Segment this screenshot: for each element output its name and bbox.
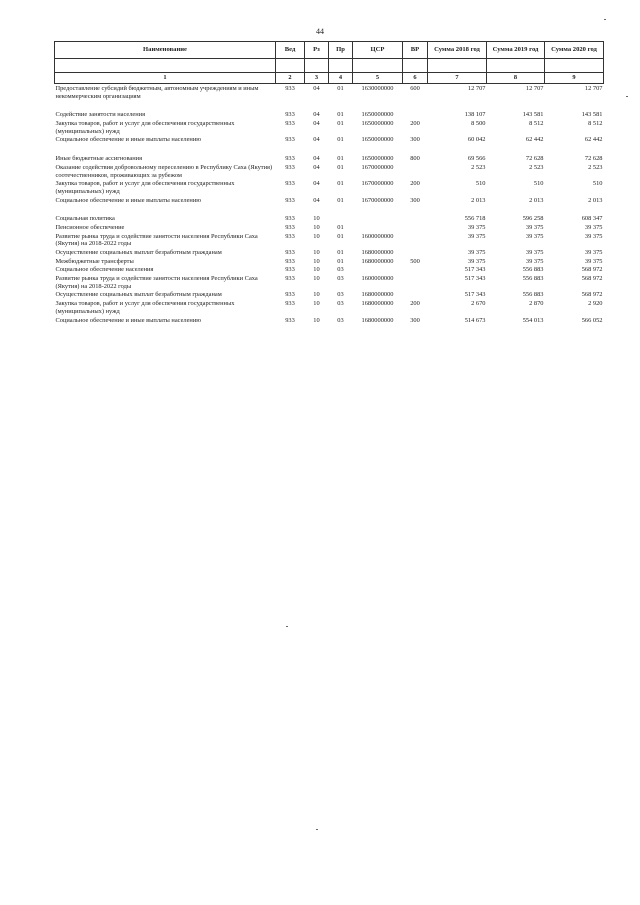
cell-sum-2018: 39 375 [467,249,486,256]
cell-name: Социальное обеспечение и иные выплаты населению [55,316,202,324]
cell-ved: 933 [285,120,295,128]
table-row [55,257,604,266]
column-number: 7 [428,73,487,84]
cell-name: Пенсионное обеспечение [55,223,125,231]
header-csr: ЦСР [353,42,403,59]
cell-name: Закупка товаров, работ и услуг для обеспечения государственных (муниципальных) нужд [55,300,235,315]
cell-sum-2018: 510 [475,180,486,188]
cell-name: Межбюджетные трансферты [55,257,134,265]
cell-csr: 1600000000 [361,275,394,283]
table-row [55,196,604,205]
cell-name: Осуществление социальных выплат безработным гражданам [55,249,222,256]
cell-rz: 10 [313,291,320,299]
cell-csr: 1670000000 [361,180,394,188]
cell-rz: 10 [313,232,320,240]
scan-speck [286,626,288,627]
cell-sum-2020: 2 013 [588,196,603,204]
column-number-row [55,73,604,84]
cell-sum-2020: 62 442 [584,136,603,144]
cell-vr [403,163,428,179]
cell-sum-2020: 510 [592,180,603,188]
cell-csr: 1680000000 [361,291,394,299]
cell-vr [403,214,428,223]
cell-pr: 01 [337,223,344,231]
cell-pr: 03 [337,266,344,274]
cell-pr: 01 [337,136,344,144]
table-row [55,265,604,274]
header-vr: ВР [403,42,428,59]
cell-sum-2018: 8 500 [471,120,486,128]
cell-name: Закупка товаров, работ и услуг для обеспечения государственных (муниципальных) нужд [55,180,235,195]
cell-vr [403,248,428,257]
cell-sum-2019: 72 628 [525,155,544,163]
table-row [55,290,604,299]
cell-sum-2019: 8 512 [529,120,544,128]
cell-sum-2020: 566 052 [581,316,603,324]
table-body [55,84,604,325]
cell-pr [329,214,353,223]
cell-pr: 01 [337,196,344,204]
header-rz: Рз [305,42,329,59]
cell-sum-2020: 568 972 [581,266,603,274]
cell-rz: 04 [313,196,320,204]
cell-rz: 04 [313,163,320,171]
cell-name: Социальное обеспечение и иные выплаты населению [55,196,202,204]
cell-pr: 01 [337,111,344,119]
column-number: 3 [305,73,329,84]
cell-sum-2020: 12 707 [584,85,603,92]
table-row [55,223,604,232]
cell-sum-2020: 39 375 [584,232,603,240]
cell-vr: 300 [410,316,420,324]
cell-rz: 10 [313,249,320,256]
cell-csr: 1670000000 [361,196,394,204]
cell-csr: 1650000000 [361,111,394,119]
header-sum-2018: Сумма 2018 год [428,42,487,59]
cell-sum-2020: 39 375 [584,249,603,256]
cell-vr: 500 [410,257,420,265]
cell-ved: 933 [285,232,295,240]
cell-csr: 1680000000 [361,300,394,308]
cell-name: Развитие рынка труда и содействие занятости населения Республики Саха (Якутия) на 2018-2022 годы [55,232,258,248]
page-number: 44 [316,27,324,36]
cell-ved: 933 [285,111,295,119]
table-row [55,214,604,223]
cell-ved: 933 [285,163,295,171]
cell-csr: 1650000000 [361,155,394,163]
cell-sum-2019: 556 883 [522,291,544,299]
cell-vr: 300 [410,196,420,204]
cell-pr: 01 [337,249,344,256]
cell-csr [353,214,403,223]
cell-ved: 933 [285,266,295,274]
cell-sum-2018: 138 107 [464,111,486,119]
table-row [55,274,604,290]
cell-csr [353,265,403,274]
cell-ved: 933 [285,180,295,188]
column-number: 6 [403,73,428,84]
header-ved: Вед [276,42,305,59]
table-row [55,232,604,248]
cell-sum-2019: 39 375 [525,257,544,265]
cell-ved: 933 [285,257,295,265]
column-number: 2 [276,73,305,84]
cell-pr: 01 [337,180,344,188]
cell-sum-2019: 39 375 [525,232,544,240]
budget-table [54,41,604,324]
cell-sum-2020: 8 512 [588,120,603,128]
cell-sum-2020: 39 375 [584,223,603,231]
cell-sum-2019: 2 013 [529,196,544,204]
cell-ved: 933 [285,249,295,256]
table-row [55,135,604,144]
cell-rz: 04 [313,136,320,144]
cell-pr: 03 [337,316,344,324]
cell-sum-2020: 39 375 [584,257,603,265]
cell-vr: 200 [410,120,420,128]
cell-name: Закупка товаров, работ и услуг для обеспечения государственных (муниципальных) нужд [55,120,235,135]
header-sum-2020: Сумма 2020 год [545,42,604,59]
cell-vr: 200 [410,300,420,308]
cell-vr [403,274,428,290]
column-number: 4 [329,73,353,84]
cell-sum-2018: 2 670 [471,300,486,308]
cell-ved: 933 [285,136,295,144]
cell-pr: 01 [337,163,344,171]
cell-sum-2020: 143 581 [581,111,603,119]
cell-vr [403,290,428,299]
cell-vr [403,110,428,119]
cell-sum-2018: 517 343 [464,275,486,283]
cell-pr: 01 [337,85,344,92]
table-row [55,119,604,135]
cell-ved: 933 [285,155,295,163]
header-row [55,42,604,59]
cell-pr: 03 [337,291,344,299]
cell-name: Содействие занятости населения [55,111,146,119]
table-row [55,110,604,119]
cell-rz: 10 [313,316,320,324]
cell-pr: 01 [337,232,344,240]
cell-sum-2018: 514 673 [464,316,486,324]
cell-rz: 10 [313,215,320,223]
table-row [55,316,604,325]
cell-sum-2019: 556 883 [522,266,544,274]
cell-rz: 10 [313,223,320,231]
cell-sum-2020: 2 920 [588,300,603,308]
header-name: Наименование [55,42,276,59]
row-gap [55,144,604,154]
cell-sum-2020: 72 628 [584,155,603,163]
cell-sum-2018: 12 707 [467,85,486,92]
cell-ved: 933 [285,316,295,324]
cell-vr: 600 [410,85,420,92]
cell-sum-2019: 554 013 [522,316,544,324]
cell-pr: 03 [337,275,344,283]
cell-csr: 1650000000 [361,120,394,128]
header-sum-2019: Сумма 2019 год [487,42,545,59]
cell-sum-2018: 39 375 [467,257,486,265]
cell-vr [403,232,428,248]
cell-sum-2020: 568 972 [581,291,603,299]
cell-ved: 933 [285,196,295,204]
cell-sum-2018: 517 343 [464,266,486,274]
cell-sum-2019: 2 870 [529,300,544,308]
cell-sum-2019: 62 442 [525,136,544,144]
cell-pr: 01 [337,257,344,265]
cell-sum-2018: 517 343 [464,291,486,299]
cell-name: Осуществление социальных выплат безработным гражданам [55,291,222,299]
cell-name: Оказание содействия добровольному переселению в Республику Саха (Якутия) соотечественников, проживающих за рубежом [55,163,273,179]
cell-csr: 1630000000 [361,85,394,92]
cell-csr: 1680000000 [361,316,394,324]
cell-rz: 10 [313,300,320,308]
scan-speck [604,19,606,20]
scan-speck [626,96,628,97]
cell-sum-2018: 39 375 [467,223,486,231]
cell-ved: 933 [285,291,295,299]
cell-vr [403,223,428,232]
cell-sum-2020: 2 523 [588,163,603,171]
cell-ved: 933 [285,85,295,92]
scan-speck [316,829,318,830]
cell-sum-2019: 596 258 [522,215,544,223]
cell-rz: 04 [313,155,320,163]
cell-pr: 03 [337,300,344,308]
cell-pr: 01 [337,120,344,128]
cell-pr: 01 [337,155,344,163]
column-number: 8 [487,73,545,84]
cell-sum-2018: 2 013 [471,196,486,204]
cell-sum-2019: 510 [533,180,544,188]
row-gap [55,204,604,214]
cell-name: Предоставление субсидий бюджетным, автономным учреждениям и иным некоммерческим организациям [55,85,259,100]
cell-sum-2018: 556 718 [464,215,486,223]
table-row [55,163,604,179]
cell-vr: 200 [410,180,420,188]
cell-rz: 10 [313,266,320,274]
cell-sum-2018: 60 042 [467,136,486,144]
column-number: 9 [545,73,604,84]
table-row [55,248,604,257]
table-row [55,179,604,195]
cell-name: Социальное обеспечение и иные выплаты населению [55,136,202,144]
cell-name: Иные бюджетные ассигнования [55,155,143,163]
cell-rz: 04 [313,111,320,119]
cell-ved: 933 [285,300,295,308]
cell-vr [403,265,428,274]
cell-sum-2020: 568 972 [581,275,603,283]
table-row [55,154,604,163]
cell-sum-2019: 2 523 [529,163,544,171]
cell-csr [353,223,403,232]
cell-vr: 300 [410,136,420,144]
cell-rz: 10 [313,275,320,283]
cell-rz: 10 [313,257,320,265]
cell-rz: 04 [313,85,320,92]
cell-sum-2019: 556 883 [522,275,544,283]
cell-sum-2019: 39 375 [525,223,544,231]
cell-rz: 04 [313,120,320,128]
header-spacer-row [55,59,604,73]
cell-csr: 1680000000 [361,257,394,265]
column-number: 5 [353,73,403,84]
table-row [55,299,604,315]
cell-sum-2020: 608 347 [581,215,603,223]
cell-csr: 1670000000 [361,163,394,171]
column-number: 1 [55,73,276,84]
cell-ved: 933 [285,215,295,223]
row-gap [55,100,604,110]
cell-csr: 1680000000 [361,249,394,256]
cell-sum-2018: 2 523 [471,163,486,171]
cell-ved: 933 [285,275,295,283]
cell-vr: 800 [410,155,420,163]
table-row [55,84,604,101]
cell-sum-2019: 39 375 [525,249,544,256]
cell-name: Развитие рынка труда и содействие занятости населения Республики Саха (Якутия) на 2018-2022 годы [55,275,258,290]
cell-rz: 04 [313,180,320,188]
cell-name: Социальное обеспечение населения [55,266,154,274]
cell-csr: 1600000000 [361,232,394,240]
cell-ved: 933 [285,223,295,231]
cell-csr: 1650000000 [361,136,394,144]
header-pr: Пр [329,42,353,59]
cell-sum-2018: 69 566 [467,155,486,163]
cell-sum-2018: 39 375 [467,232,486,240]
cell-name: Социальная политика [55,215,115,223]
cell-sum-2019: 12 707 [525,85,544,92]
cell-sum-2019: 143 581 [522,111,544,119]
